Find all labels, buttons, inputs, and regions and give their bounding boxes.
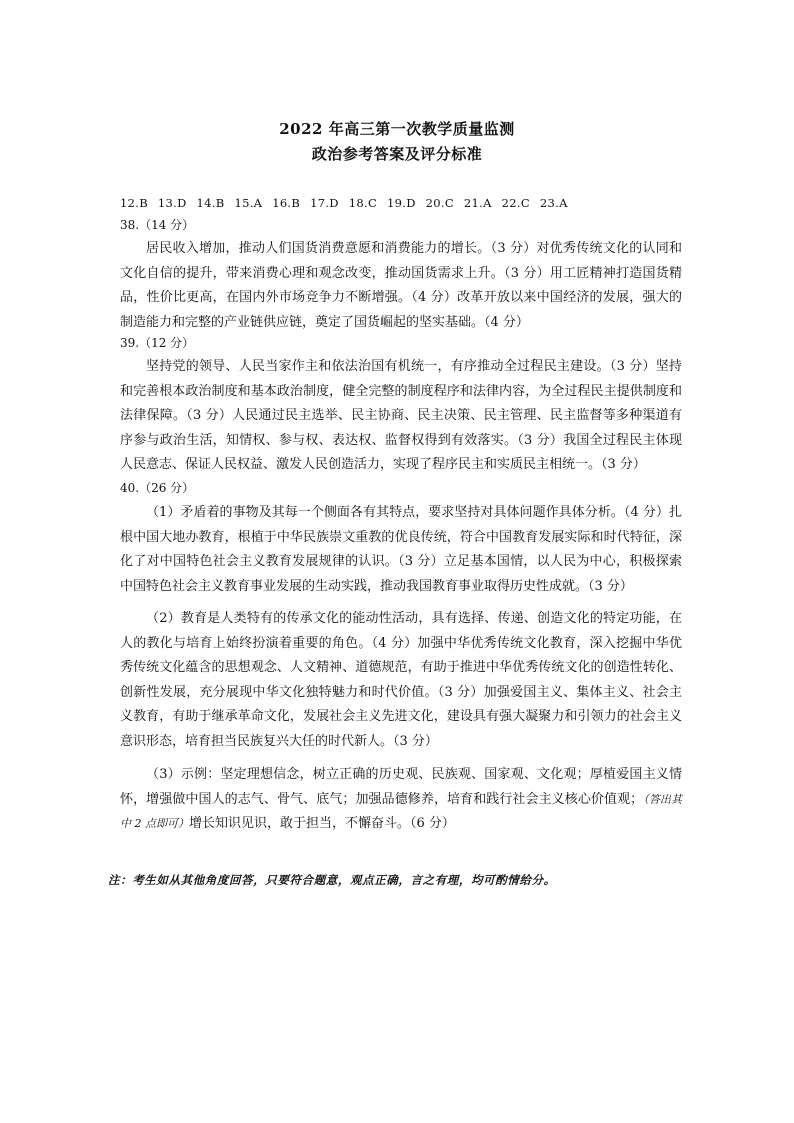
part-3-text-after: 增长知识见识，敢于担当，不懈奋斗。（6 分） [189,816,455,831]
question-39-label: 39.（12 分） [120,336,195,350]
question-40-part-1: （1）矛盾着的事物及其每一个侧面各有其特点，要求坚持对具体问题作具体分析。（4 分）扎根中国大地办教育，根植于中华民族崇文重教的优良传统，符合中国教育发展实际和时代特征，深化了对中国特色社会主义教育发展规律的认识。（3 分）立足基本国情，以人民为中心，积极探索中国特色社会主义教育事业发展的生动实践，推动我国教育事业取得历史性成就。（3 分） [120,505,682,594]
footer-grading-note: 注：考生如从其他角度回答，只要符合题意，观点正确，言之有理，均可酌情给分。 [108,873,556,887]
question-40-part-3 [120,763,682,837]
question-38-label: 38.（14 分） [120,218,195,232]
question-40-part-2: （2）教育是人类特有的传承文化的能动性活动，具有选择、传递、创造文化的特定功能，在人的教化与培育上始终扮演着重要的角色。（4 分）加强中华优秀传统文化教育，深入挖掘中华优秀传统文化蕴含的思想观念、人文精神、道德规范，有助于推进中华优秀传统文化的创造性转化、创新性发展，充分展现中华文化独特魅力和时代价值。（3 分）加强爱国主义、集体主义、社会主义教育，有助于继承革命文化，发展社会主义先进文化，建设具有强大凝聚力和引领力的社会主义意识形态，培育担当民族复兴大任的时代新人。（3 分） [120,611,682,749]
part-3-grading-note: （答出其中 2 点即可） [120,792,682,830]
multiple-choice-answers: 12.B 13.D 14.B 15.A 16.B 17.D 18.C 19.D 20.C 21.A 22.C 23.A [120,196,568,210]
document-subtitle: 政治参考答案及评分标准 [311,145,483,163]
question-39-answer: 坚持党的领导、人民当家作主和依法治国有机统一，有序推动全过程民主建设。（3 分）坚持和完善根本政治制度和基本政治制度，健全完整的制度程序和法律内容，为全过程民主提供制度和法律保障。（3 分）人民通过民主选举、民主协商、民主决策、民主管理、民主监督等多种渠道有序参与政治生活，知情权、参与权、表达权、监督权得到有效落实。（3 分）我国全过程民主体现人民意志、保证人民权益、激发人民创造活力，实现了程序民主和实质民主相统一。（3 分） [120,359,682,472]
document-title: 2022 年高三第一次教学质量监测 [279,120,515,138]
part-3-text-before: （3）示例：坚定理想信念，树立正确的历史观、民族观、国家观、文化观；厚植爱国主义情怀，增强做中国人的志气、骨气、底气；加强品德修养，培育和践行社会主义核心价值观； [120,767,682,807]
question-40-label: 40.（26 分） [120,481,195,495]
question-38-answer: 居民收入增加，推动人们国货消费意愿和消费能力的增长。（3 分）对优秀传统文化的认同和文化自信的提升，带来消费心理和观念改变，推动国货需求上升。（3 分）用工匠精神打造国货精品，性价比更高，在国内外市场竞争力不断增强。（4 分）改革开放以来中国经济的发展，强大的制造能力和完整的产业链供应链，奠定了国货崛起的坚实基础。（4 分） [120,241,682,330]
